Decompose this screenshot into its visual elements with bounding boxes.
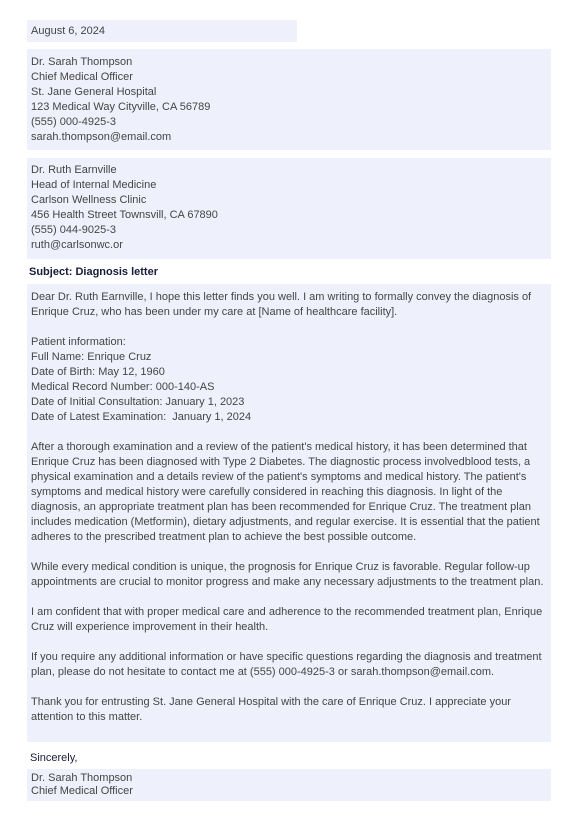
sender-name: Dr. Sarah Thompson xyxy=(31,56,133,68)
signature-block xyxy=(27,769,551,801)
letter-date-block xyxy=(27,20,297,42)
sender-phone: (555) 000-4925-3 xyxy=(31,116,117,128)
sender-address: 123 Medical Way Cityville, CA 56789 xyxy=(31,101,211,113)
recipient-address-block xyxy=(27,158,551,259)
patient-record-number: Medical Record Number: 000-140-AS xyxy=(31,381,215,393)
intro-paragraph: Dear Dr. Ruth Earnville, I hope this letter finds you well. I am writing to formally convey the diagnosis of Enrique Cruz, who has been under my care at [Name of healthcare facility]. xyxy=(31,291,532,318)
recipient-title: Head of Internal Medicine xyxy=(31,179,157,191)
sender-title: Chief Medical Officer xyxy=(31,71,133,83)
signature-name: Dr. Sarah Thompson xyxy=(31,772,133,784)
thanks-paragraph: Thank you for entrusting St. Jane General Hospital with the care of Enrique Cruz. I appreciate your attention to this matter. xyxy=(31,696,511,723)
diagnosis-paragraph: After a thorough examination and a review of the patient's medical history, it has been determined that Enrique Cruz has been diagnosed with Type 2 Diabetes. The diagnostic process involvedblood tests, a physical examination and a details review of the patient's symptoms and medical history. The patient's symptoms and medical history were carefully considered in reaching this diagnosis. In light of the diagnosis, an appropriate treatment plan has been recommended for Enrique Cruz. The treatment plan includes medication (Metformin), dietary adjustments, and regular exercise. It is essential that the patient adheres to the prescribed treatment plan to achieve the best possible outcome. xyxy=(31,441,540,543)
confidence-paragraph: I am confident that with proper medical care and adherence to the recommended treatment plan, Enrique Cruz will experience improvement in their health. xyxy=(31,606,543,633)
sender-address-block xyxy=(27,49,551,150)
patient-initial-consultation: Date of Initial Consultation: January 1, 2023 xyxy=(31,396,245,408)
prognosis-paragraph: While every medical condition is unique, the prognosis for Enrique Cruz is favorable. Regular follow-up appointments are crucial to monitor progress and make any necessary adjustments to the treatment plan. xyxy=(31,561,544,588)
patient-info-section xyxy=(31,335,545,425)
patient-dob: Date of Birth: May 12, 1960 xyxy=(31,366,165,378)
recipient-organization: Carlson Wellness Clinic xyxy=(31,194,147,206)
letter-closing: Sincerely, xyxy=(30,752,78,764)
recipient-address: 456 Health Street Townsvill, CA 67890 xyxy=(31,209,218,221)
contact-paragraph: If you require any additional information or have specific questions regarding the diagnosis and treatment plan, please do not hesitate to contact me at (555) 000-4925-3 or sarah.thompson@email.com. xyxy=(31,651,542,678)
signature-title: Chief Medical Officer xyxy=(31,785,133,797)
recipient-phone: (555) 044-9025-3 xyxy=(31,224,117,236)
patient-info-heading: Patient information: xyxy=(31,336,126,348)
sender-organization: St. Jane General Hospital xyxy=(31,86,157,98)
letter-subject: Subject: Diagnosis letter xyxy=(29,266,158,278)
patient-full-name: Full Name: Enrique Cruz xyxy=(31,351,152,363)
letter-date: August 6, 2024 xyxy=(31,25,106,37)
patient-latest-examination: Date of Latest Examination: January 1, 2024 xyxy=(31,411,252,423)
recipient-email: ruth@carlsonwc.or xyxy=(31,239,123,251)
sender-email: sarah.thompson@email.com xyxy=(31,131,172,143)
recipient-name: Dr. Ruth Earnville xyxy=(31,164,117,176)
letter-body xyxy=(27,284,551,742)
